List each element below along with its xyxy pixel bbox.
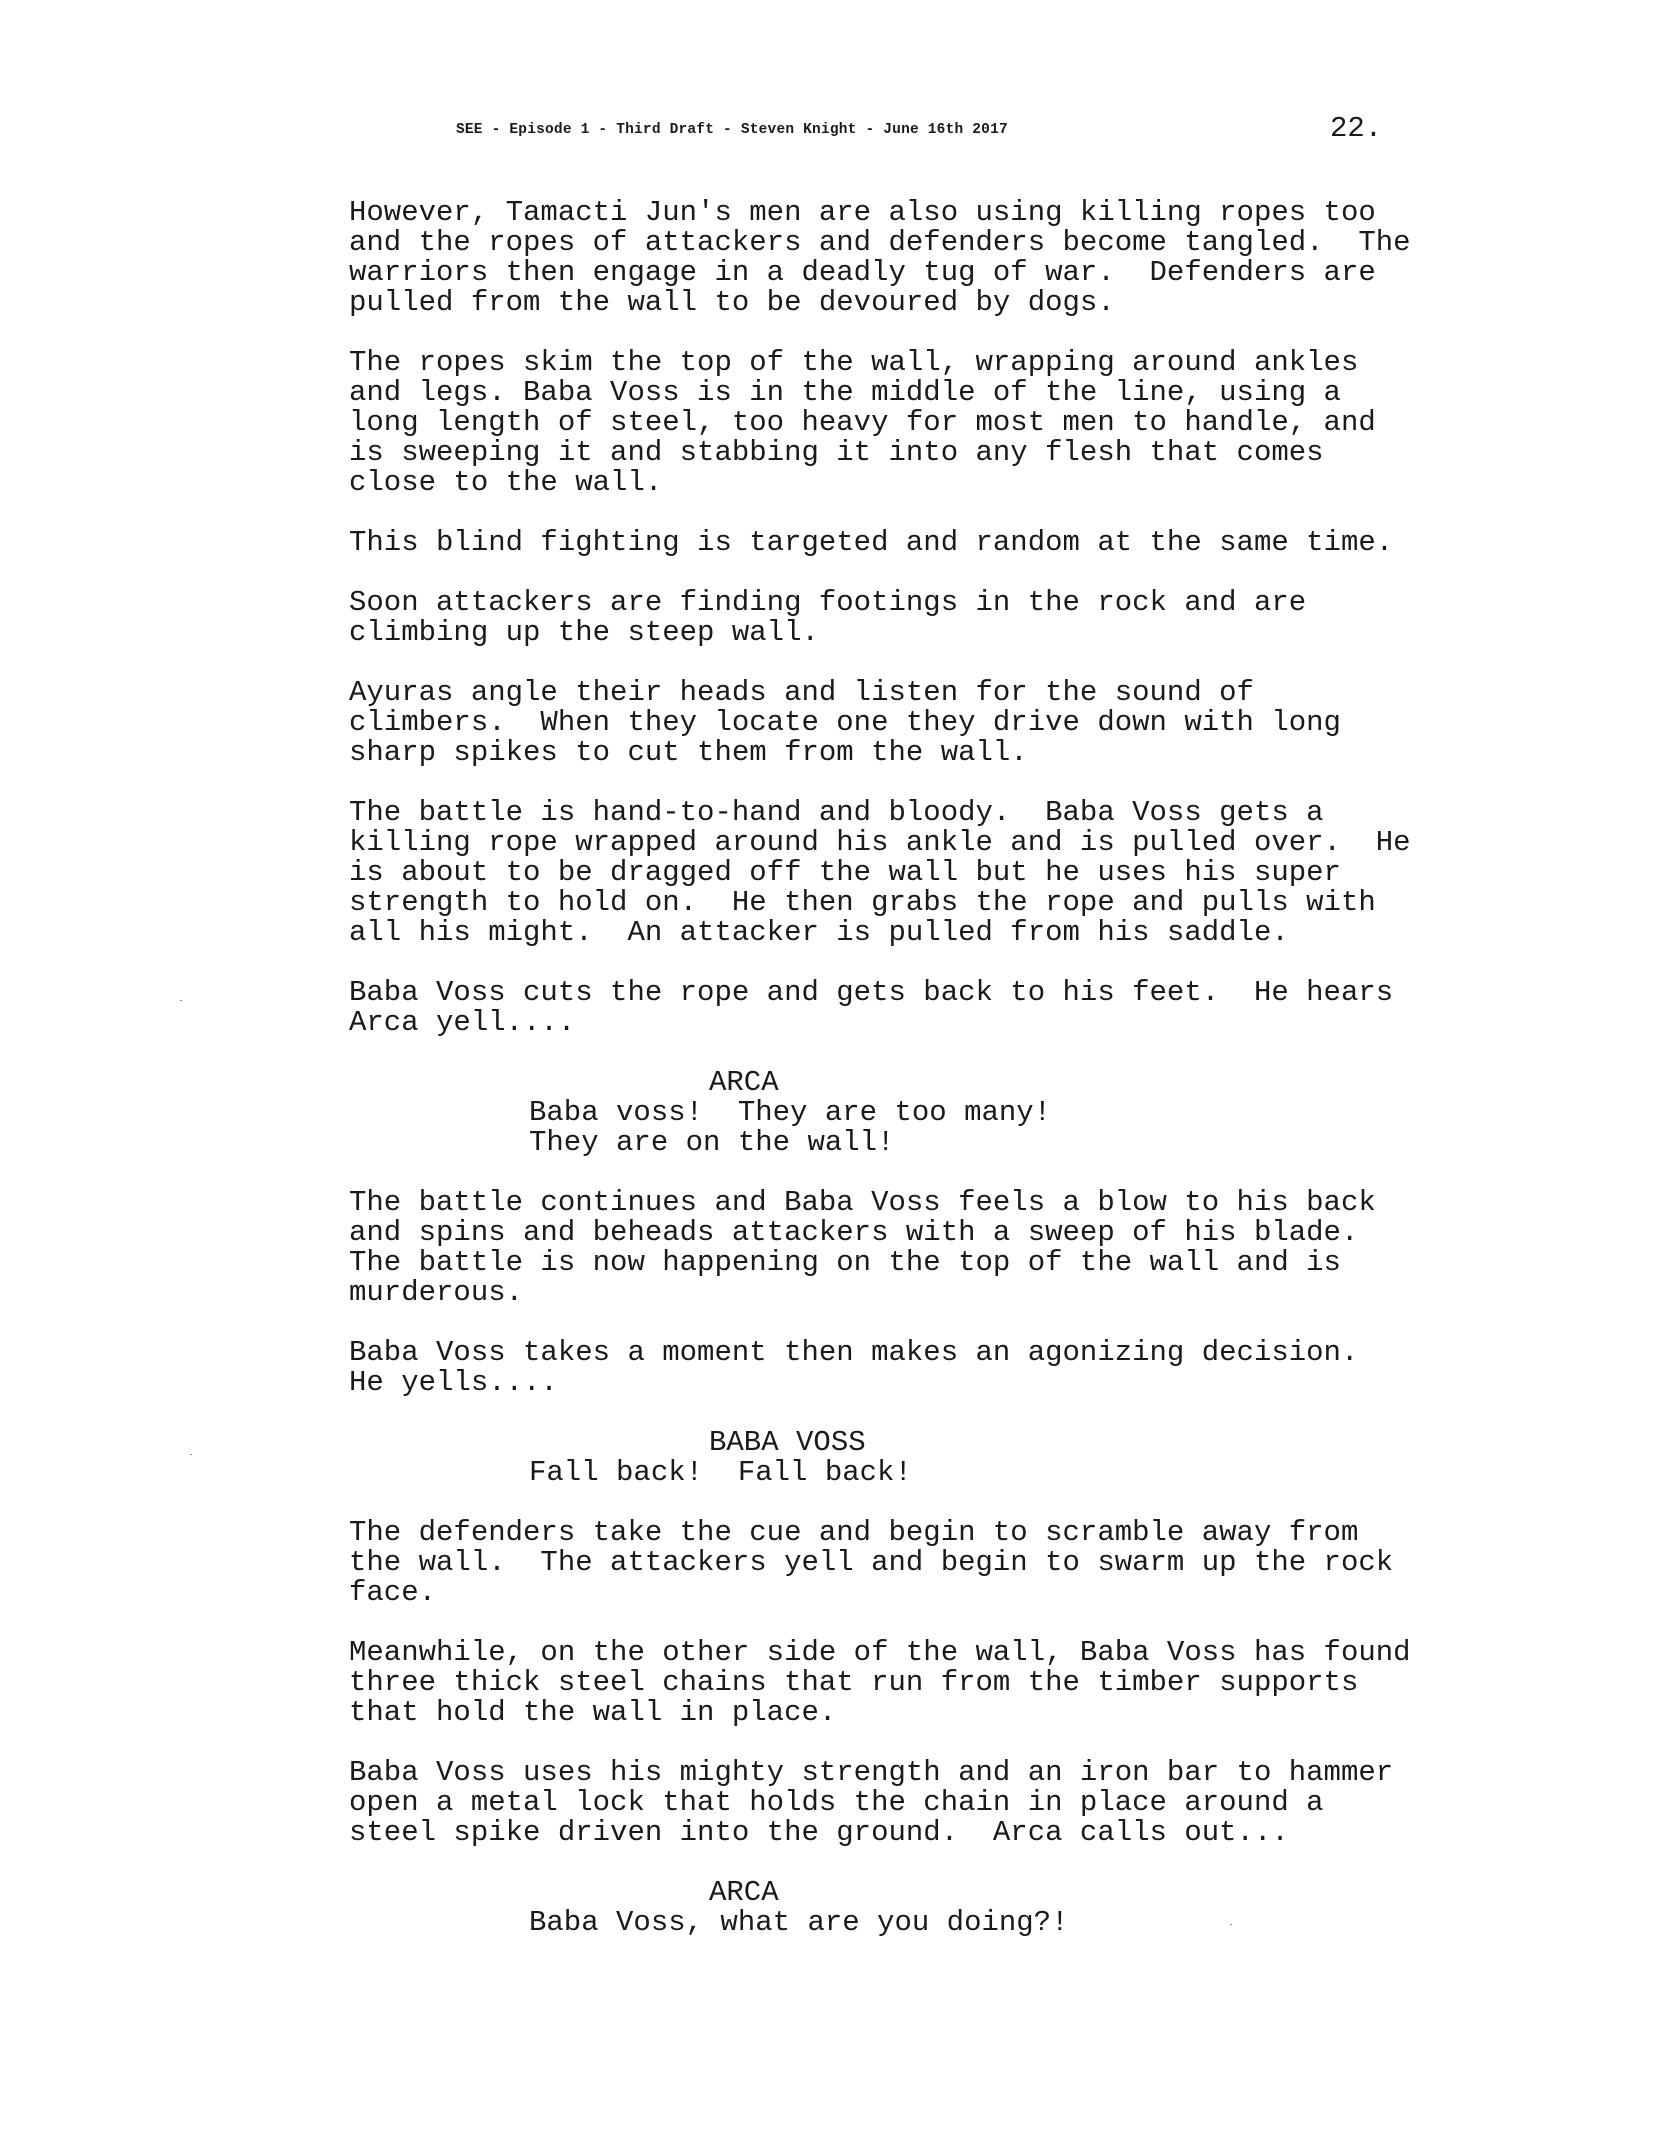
dialogue-line: Baba voss! They are too many!	[529, 1096, 1052, 1129]
action-line: face.	[349, 1576, 437, 1609]
script-body	[349, 198, 1489, 1968]
action-line: The battle is now happening on the top of the wall and is	[349, 1246, 1341, 1279]
character-name: ARCA	[709, 1066, 779, 1099]
action-line: close to the wall.	[349, 466, 663, 499]
action-line: Baba Voss takes a moment then makes an agonizing decision.	[349, 1336, 1359, 1369]
scan-artifact	[190, 1454, 192, 1455]
action-line: is about to be dragged off the wall but he uses his super	[349, 856, 1341, 889]
action-line: and spins and beheads attackers with a sweep of his blade.	[349, 1216, 1359, 1249]
action-line: and legs. Baba Voss is in the middle of the line, using a	[349, 376, 1341, 409]
action-line: climbing up the steep wall.	[349, 616, 819, 649]
action-paragraph	[349, 588, 1489, 648]
action-line: three thick steel chains that run from the timber supports	[349, 1666, 1359, 1699]
scan-artifact	[180, 1000, 182, 1001]
action-paragraph	[349, 1638, 1489, 1728]
scan-artifact	[1230, 1924, 1232, 1925]
character-name: ARCA	[709, 1876, 779, 1909]
action-line: warriors then engage in a deadly tug of war. Defenders are	[349, 256, 1376, 289]
action-line: Baba Voss cuts the rope and gets back to his feet. He hears	[349, 976, 1394, 1009]
action-line: The battle is hand-to-hand and bloody. Baba Voss gets a	[349, 796, 1324, 829]
action-paragraph	[349, 978, 1489, 1038]
action-paragraph	[349, 798, 1489, 948]
action-line: is sweeping it and stabbing it into any flesh that comes	[349, 436, 1324, 469]
dialogue-line: Baba Voss, what are you doing?!	[529, 1906, 1069, 1939]
action-paragraph	[349, 1338, 1489, 1398]
action-line: He yells....	[349, 1366, 558, 1399]
header-title: SEE - Episode 1 - Third Draft - Steven Knight - June 16th 2017	[456, 122, 1008, 138]
action-line: The defenders take the cue and begin to scramble away from	[349, 1516, 1359, 1549]
action-paragraph	[349, 678, 1489, 768]
action-line: sharp spikes to cut them from the wall.	[349, 736, 1028, 769]
action-line: Arca yell....	[349, 1006, 576, 1039]
action-paragraph	[349, 1518, 1489, 1608]
action-paragraph	[349, 528, 1489, 558]
action-line: Meanwhile, on the other side of the wall, Baba Voss has found	[349, 1636, 1411, 1669]
action-line: murderous.	[349, 1276, 524, 1309]
action-paragraph	[349, 1188, 1489, 1308]
action-line: Baba Voss uses his mighty strength and an iron bar to hammer	[349, 1756, 1394, 1789]
action-line: killing rope wrapped around his ankle and is pulled over. He	[349, 826, 1411, 859]
action-line: climbers. When they locate one they drive down with long	[349, 706, 1341, 739]
page-header	[0, 112, 1653, 152]
dialogue-block	[349, 1068, 1489, 1158]
page-number: 22.	[1330, 112, 1383, 145]
action-line: strength to hold on. He then grabs the rope and pulls with	[349, 886, 1376, 919]
action-line: the wall. The attackers yell and begin to swarm up the rock	[349, 1546, 1394, 1579]
action-line: However, Tamacti Jun's men are also using killing ropes too	[349, 196, 1376, 229]
action-line: all his might. An attacker is pulled from his saddle.	[349, 916, 1289, 949]
action-line: long length of steel, too heavy for most men to handle, and	[349, 406, 1376, 439]
action-line: and the ropes of attackers and defenders become tangled. The	[349, 226, 1411, 259]
action-paragraph	[349, 198, 1489, 318]
action-line: Soon attackers are finding footings in the rock and are	[349, 586, 1307, 619]
dialogue-line: Fall back! Fall back!	[529, 1456, 912, 1489]
dialogue-line: They are on the wall!	[529, 1126, 895, 1159]
action-line: The battle continues and Baba Voss feels a blow to his back	[349, 1186, 1376, 1219]
action-paragraph	[349, 1758, 1489, 1848]
character-name: BABA VOSS	[709, 1426, 866, 1459]
action-paragraph	[349, 348, 1489, 498]
action-line: Ayuras angle their heads and listen for the sound of	[349, 676, 1254, 709]
action-line: that hold the wall in place.	[349, 1696, 837, 1729]
dialogue-block	[349, 1428, 1489, 1488]
action-line: open a metal lock that holds the chain in place around a	[349, 1786, 1324, 1819]
action-line: This blind fighting is targeted and random at the same time.	[349, 526, 1394, 559]
action-line: The ropes skim the top of the wall, wrapping around ankles	[349, 346, 1359, 379]
dialogue-block	[349, 1878, 1489, 1938]
action-line: steel spike driven into the ground. Arca calls out...	[349, 1816, 1289, 1849]
action-line: pulled from the wall to be devoured by dogs.	[349, 286, 1115, 319]
